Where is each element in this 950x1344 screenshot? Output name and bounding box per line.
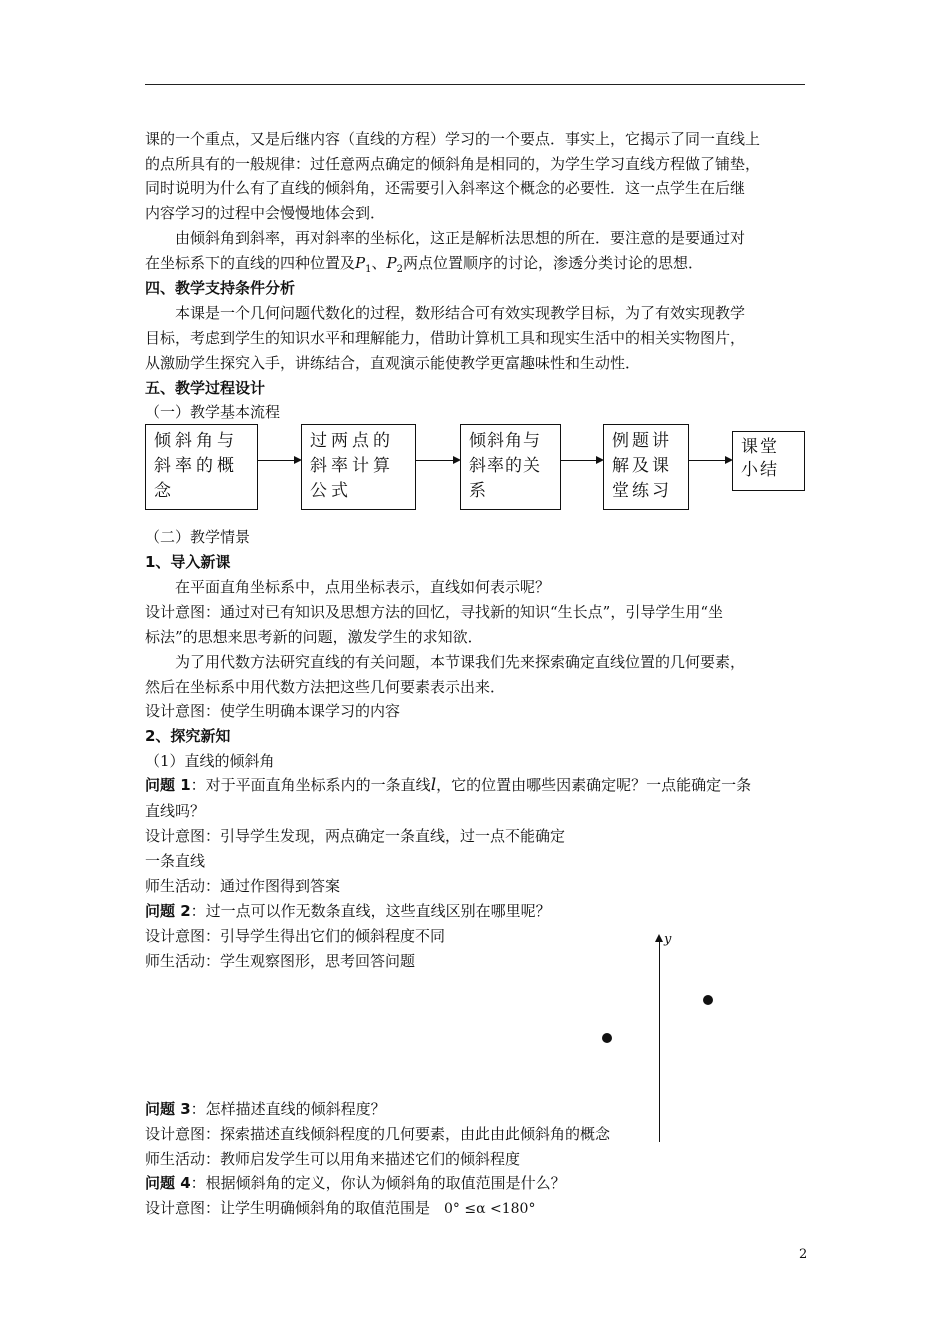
question-2 — [145, 901, 551, 921]
flow-arrow — [416, 460, 459, 461]
header-rule — [145, 84, 805, 85]
text-line: 同时说明为什么有了直线的倾斜角，还需要引入斜率这个概念的必要性．这一点学生在后继 — [145, 179, 746, 197]
subscript: 1 — [365, 264, 372, 275]
separator: 、 — [371, 254, 387, 272]
point-dot — [602, 1033, 612, 1043]
angle-range: 0° ≤α <180° — [444, 1201, 536, 1217]
question-label: 问题 1 — [145, 776, 191, 794]
point-dot — [703, 995, 713, 1005]
text-line — [145, 1198, 535, 1219]
question-3 — [145, 1099, 386, 1119]
text-line: 目标，考虑到学生的知识水平和理解能力，借助计算机工具和现实生活中的相关实物图片， — [145, 329, 746, 347]
subscript: 2 — [396, 264, 403, 275]
flow-box-relation: 倾斜角与斜率的关系 — [460, 424, 561, 510]
part-heading: 1、导入新课 — [145, 553, 231, 571]
question-label: 问题 3 — [145, 1100, 191, 1118]
text-line: 设计意图：探索描述直线倾斜程度的几何要素，由此由此倾斜角的概念 — [145, 1125, 611, 1143]
text-line: 标法”的思想来思考新的问题，激发学生的求知欲． — [145, 628, 483, 646]
text-line: 的点所具有的一般规律：过任意两点确定的倾斜角是相同的，为学生学习直线方程做了铺垫， — [145, 155, 761, 173]
text-line — [145, 253, 703, 280]
flow-box-concept: 倾斜角与斜率的概念 — [145, 424, 258, 510]
subheading: （1）直线的倾斜角 — [145, 752, 275, 770]
text-line: 从激励学生探究入手，讲练结合，直观演示能使教学更富趣味性和生动性． — [145, 354, 641, 372]
text-line: 然后在坐标系中用代数方法把这些几何要素表示出来． — [145, 678, 506, 696]
text-line: 设计意图：通过对已有知识及思想方法的回忆，寻找新的知识“生长点”，引导学生用“坐 — [145, 603, 724, 621]
subheading: （二）教学情景 — [145, 528, 251, 546]
text-line: 为了用代数方法研究直线的有关问题，本节课我们先来探索确定直线位置的几何要素， — [175, 653, 746, 671]
text-line: 设计意图：引导学生发现，两点确定一条直线，过一点不能确定 — [145, 827, 566, 845]
text-line: 在平面直角坐标系中，点用坐标表示，直线如何表示呢？ — [175, 578, 551, 596]
page-number: 2 — [799, 1247, 808, 1262]
question-1 — [145, 775, 751, 795]
y-axis — [659, 942, 660, 1142]
text-line: 设计意图：引导学生得出它们的倾斜程度不同 — [145, 927, 446, 945]
text-line: 一条直线 — [145, 852, 206, 870]
point-p1: P — [355, 254, 366, 272]
section-heading: 四、教学支持条件分析 — [145, 279, 296, 297]
flow-arrow — [689, 460, 731, 461]
text-line: 本课是一个几何问题代数化的过程，数形结合可有效实现教学目标，为了有效实现教学 — [175, 304, 746, 322]
text-line: 师生活动：学生观察图形，思考回答问题 — [145, 952, 416, 970]
flow-box-formula: 过两点的斜率计算公式 — [301, 424, 416, 510]
text-segment: ：对于平面直角坐标系内的一条直线 — [190, 776, 431, 794]
text-line: 直线吗？ — [145, 802, 206, 820]
flow-box-summary: 课堂小结 — [732, 431, 805, 491]
text-segment: 两点位置顺序的讨论，渗透分类讨论的思想． — [402, 254, 703, 272]
text-line: 由倾斜角到斜率，再对斜率的坐标化，这正是解析法思想的所在．要注意的是要通过对 — [175, 229, 746, 247]
y-axis-arrow — [655, 934, 663, 942]
text-line: 师生活动：教师启发学生可以用角来描述它们的倾斜程度 — [145, 1150, 521, 1168]
question-4 — [145, 1173, 566, 1193]
flow-box-exercise: 例题讲解及课堂练习 — [603, 424, 689, 510]
text-segment: 在坐标系下的直线的四种位置及 — [145, 254, 356, 272]
text-segment: 设计意图：让学生明确倾斜角的取值范围是 — [145, 1199, 431, 1217]
flow-arrow — [561, 460, 602, 461]
text-line: 设计意图：使学生明确本课学习的内容 — [145, 702, 401, 720]
question-label: 问题 4 — [145, 1174, 191, 1192]
line-variable: l — [430, 775, 437, 795]
flow-arrow — [258, 460, 300, 461]
question-label: 问题 2 — [145, 902, 191, 920]
text-line: 内容学习的过程中会慢慢地体会到． — [145, 204, 386, 222]
text-segment: ，它的位置由哪些因素确定呢？一点能确定一条 — [436, 776, 752, 794]
text-segment: ：过一点可以作无数条直线，这些直线区别在哪里呢？ — [190, 902, 551, 920]
text-line: 师生活动：通过作图得到答案 — [145, 877, 341, 895]
y-axis-label: y — [664, 932, 672, 947]
section-heading: 五、教学过程设计 — [145, 379, 266, 397]
part-heading: 2、探究新知 — [145, 727, 231, 745]
subheading: （一）教学基本流程 — [145, 403, 281, 421]
text-segment: ：怎样描述直线的倾斜程度？ — [190, 1100, 386, 1118]
point-p2: P — [386, 254, 397, 272]
text-line: 课的一个重点，又是后继内容（直线的方程）学习的一个要点．事实上，它揭示了同一直线上 — [145, 130, 761, 148]
text-segment: ：根据倾斜角的定义，你认为倾斜角的取值范围是什么？ — [190, 1174, 566, 1192]
